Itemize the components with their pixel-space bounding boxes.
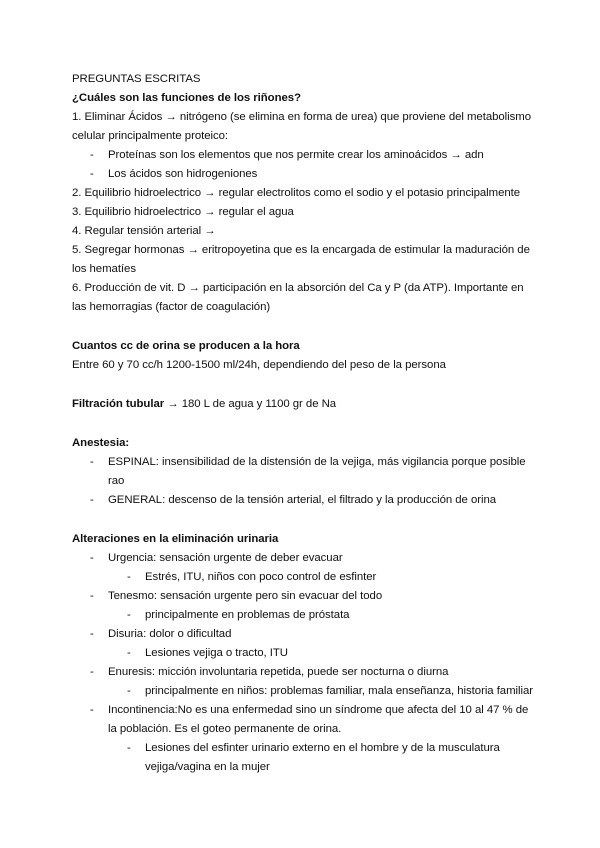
function-6-line-a: 6. Producción de vit. D → participación en la absorción del Ca y P (da ATP). Importante en bbox=[72, 282, 524, 294]
question-1-title: ¿Cuáles son las funciones de los riñones? bbox=[72, 92, 301, 104]
alteration-urgency: Urgencia: sensación urgente de deber evacuar bbox=[108, 552, 343, 564]
anesthesia-general: GENERAL: descenso de la tensión arterial, el filtrado y la producción de orina bbox=[108, 494, 497, 506]
alteration-tenesmus: Tenesmo: sensación urgente pero sin evacuar del todo bbox=[108, 590, 383, 602]
bullet-dash: - bbox=[127, 647, 131, 659]
function-2: 2. Equilibrio hidroelectrico → regular electrolitos como el sodio y el potasio principalmente bbox=[72, 187, 521, 199]
function-3: 3. Equilibrio hidroelectrico → regular el agua bbox=[72, 206, 294, 218]
bullet-dash: - bbox=[90, 168, 94, 180]
alteration-incontinence-sub-a: Lesiones del esfinter urinario externo en el hombre y de la musculatura bbox=[145, 742, 500, 754]
question-2-answer: Entre 60 y 70 cc/h 1200-1500 ml/24h, dependiendo del peso de la persona bbox=[72, 359, 446, 371]
bullet-dash: - bbox=[127, 571, 131, 583]
function-6-line-b: las hemorragias (factor de coagulación) bbox=[72, 301, 271, 313]
bullet-dash: - bbox=[90, 666, 94, 678]
alteration-urgency-sub: Estrés, ITU, niños con poco control de esfinter bbox=[145, 571, 377, 583]
alteration-incontinence-sub-b: vejiga/vagina en la mujer bbox=[145, 761, 270, 773]
anesthesia-spinal-b: rao bbox=[108, 475, 125, 487]
bullet-dash: - bbox=[127, 685, 131, 697]
function-5-line-a: 5. Segregar hormonas → eritropoyetina que es la encargada de estimular la maduración de bbox=[72, 244, 530, 256]
bullet-dash: - bbox=[90, 494, 94, 506]
function-5-line-b: los hematíes bbox=[72, 263, 136, 275]
alteration-incontinence-a: Incontinencia:No es una enfermedad sino un síndrome que afecta del 10 al 47 % de bbox=[108, 704, 529, 716]
anesthesia-title: Anestesia: bbox=[72, 437, 130, 449]
bullet-dash: - bbox=[127, 742, 131, 754]
filtration-text: → 180 L de agua y 1100 gr de Na bbox=[164, 398, 337, 410]
anesthesia-spinal-a: ESPINAL: insensibilidad de la distensión de la vejiga, más vigilancia porque posible bbox=[108, 456, 526, 468]
bullet-dash: - bbox=[127, 609, 131, 621]
alteration-enuresis: Enuresis: micción involuntaria repetida, puede ser nocturna o diurna bbox=[108, 666, 449, 678]
doc-header: PREGUNTAS ESCRITAS bbox=[72, 73, 201, 85]
function-1-line-b: celular principalmente proteico: bbox=[72, 130, 229, 142]
filtration-title: Filtración tubular bbox=[72, 398, 165, 410]
function-1-line-a: 1. Eliminar Ácidos → nitrógeno (se elimina en forma de urea) que proviene del metabolismo bbox=[72, 111, 532, 123]
function-1-sub-2: Los ácidos son hidrogeniones bbox=[108, 168, 258, 180]
bullet-dash: - bbox=[90, 149, 94, 161]
alteration-incontinence-b: la población. Es el goteo permanente de orina. bbox=[108, 723, 342, 735]
alteration-enuresis-sub: principalmente en niños: problemas familiar, mala enseñanza, historia familiar bbox=[145, 685, 534, 697]
bullet-dash: - bbox=[90, 628, 94, 640]
alteration-dysuria: Disuria: dolor o dificultad bbox=[108, 628, 232, 640]
filtration-line bbox=[72, 397, 336, 411]
alteration-tenesmus-sub: principalmente en problemas de próstata bbox=[145, 609, 350, 621]
bullet-dash: - bbox=[90, 552, 94, 564]
function-1-sub-1: Proteínas son los elementos que nos permite crear los aminoácidos → adn bbox=[108, 149, 484, 161]
bullet-dash: - bbox=[90, 590, 94, 602]
bullet-dash: - bbox=[90, 456, 94, 468]
bullet-dash: - bbox=[90, 704, 94, 716]
question-2-title: Cuantos cc de orina se producen a la hora bbox=[72, 340, 300, 352]
alteration-dysuria-sub: Lesiones vejiga o tracto, ITU bbox=[145, 647, 288, 659]
function-4: 4. Regular tensión arterial → bbox=[72, 225, 216, 237]
alterations-title: Alteraciones en la eliminación urinaria bbox=[72, 533, 279, 545]
